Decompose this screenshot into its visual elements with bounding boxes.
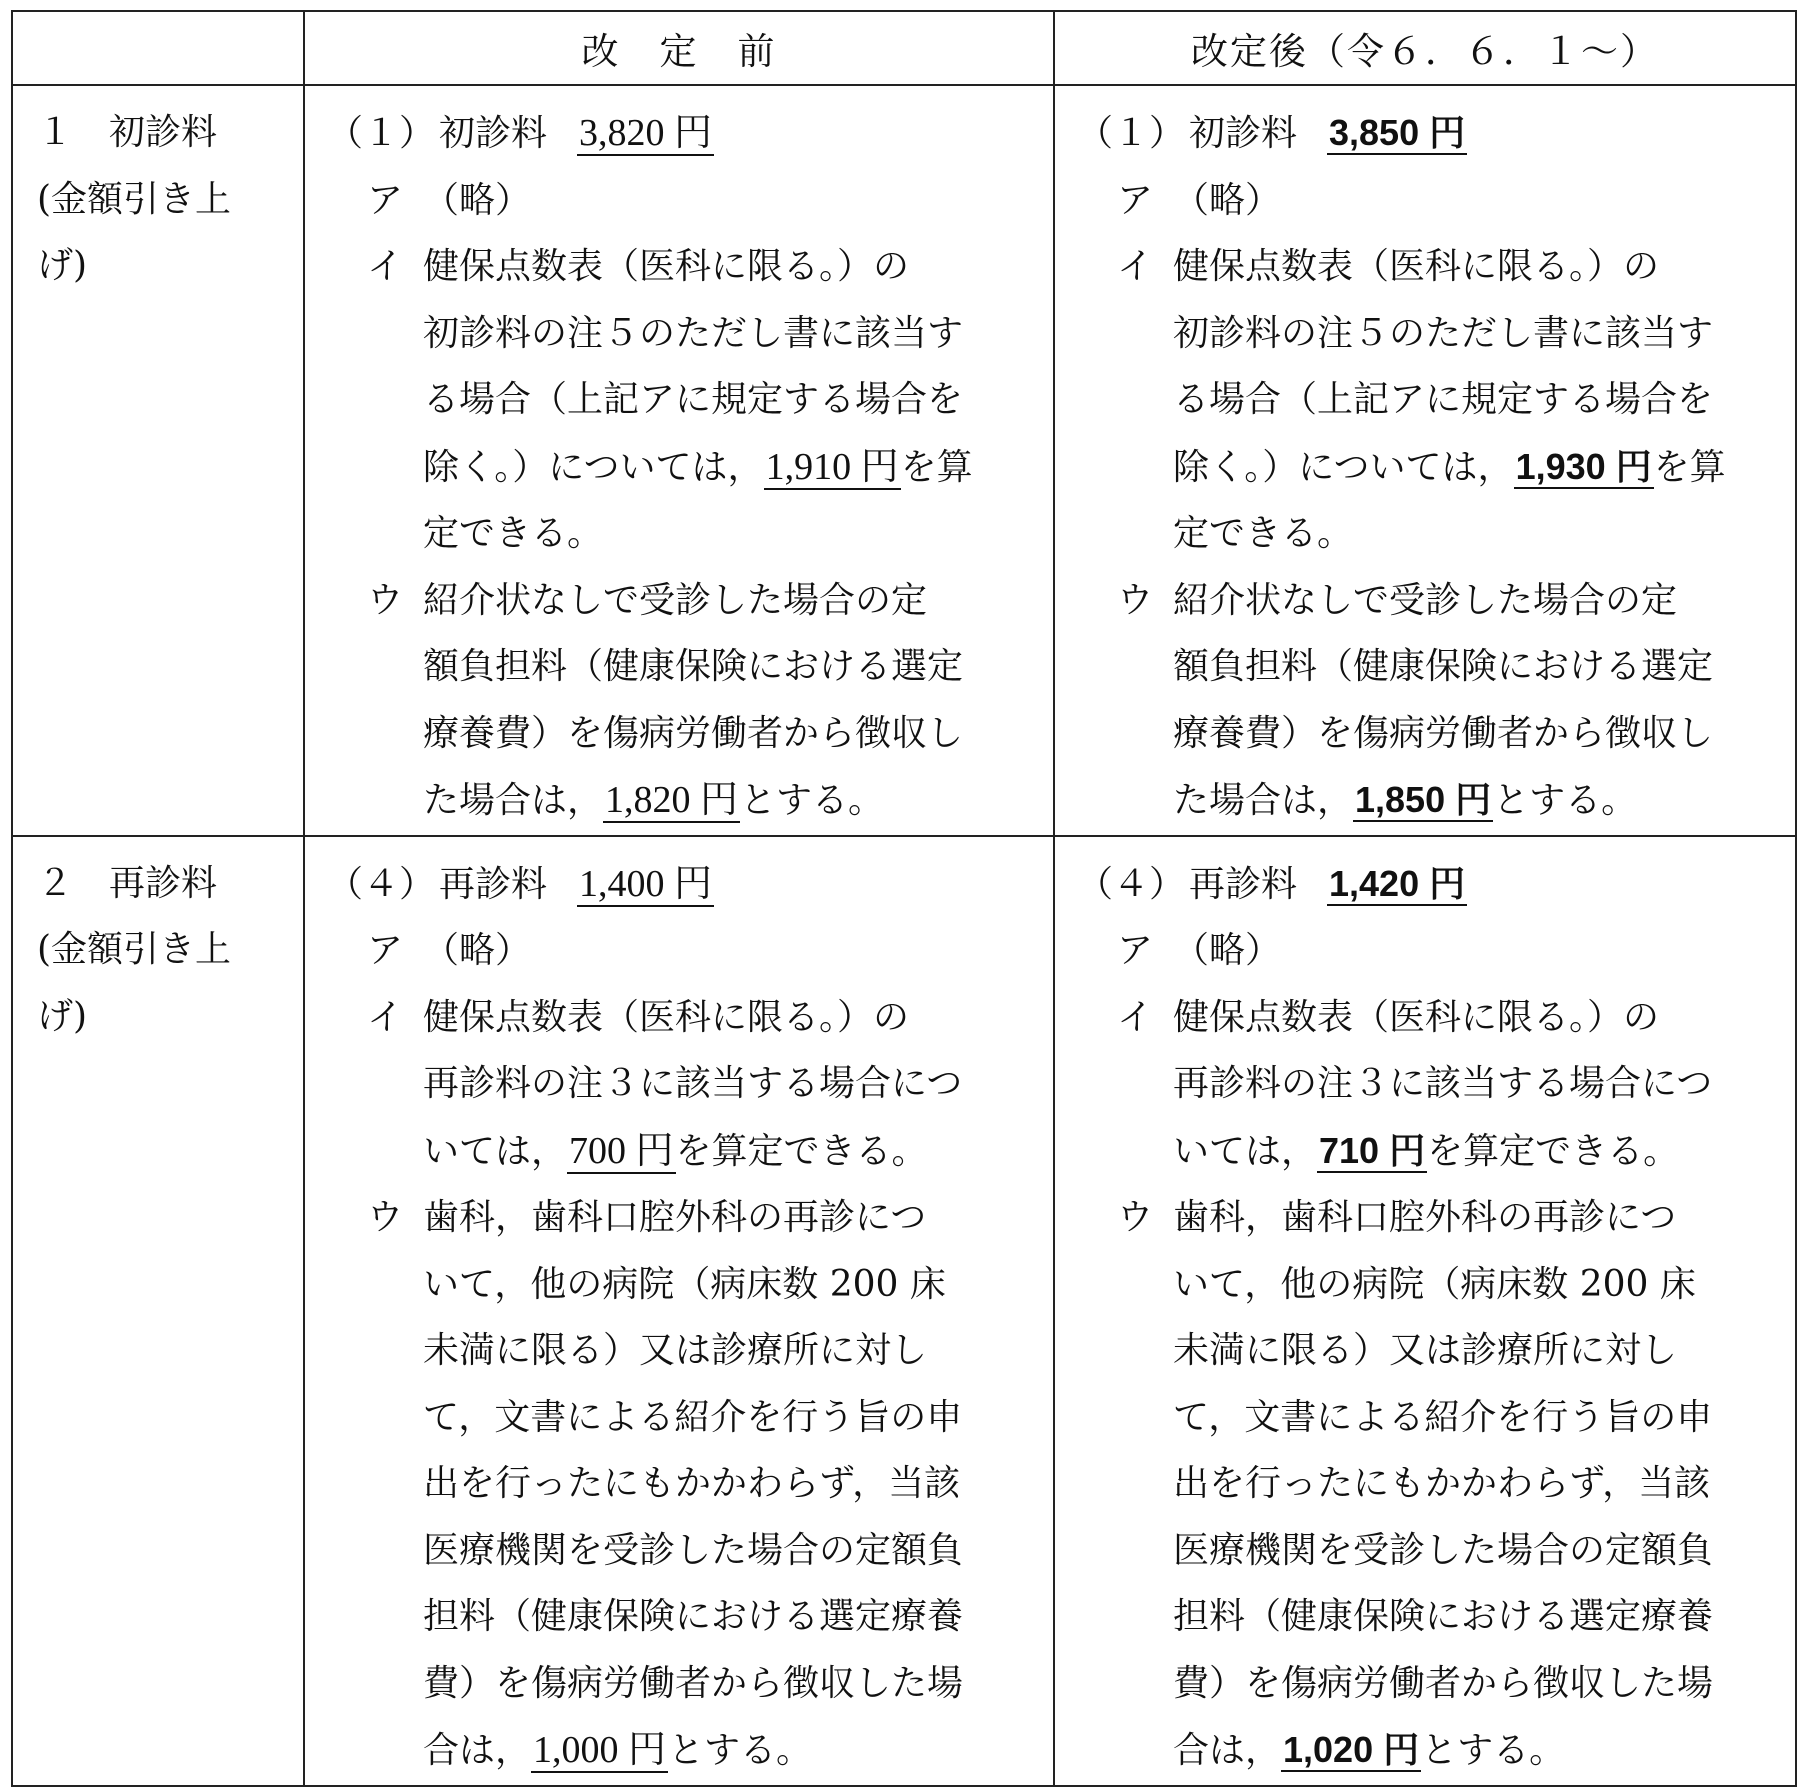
sub-marker: ウ (1117, 579, 1154, 621)
sub-text: 除く。）については， (423, 446, 764, 488)
sub-text: を算 (900, 446, 973, 488)
before-cell (304, 85, 1054, 836)
fee-amount: 700 円 (569, 1129, 674, 1172)
sub-text: る場合（上記アに規定する場合を (423, 379, 964, 420)
sub-text: （略） (423, 179, 532, 221)
revision-comparison-table (11, 10, 1797, 1787)
sub-marker: ア (367, 179, 404, 221)
item-note: (金額引き上 (37, 178, 232, 220)
sub-text: 医療機関を受診した場合の定額負 (1173, 1529, 1714, 1571)
sub-text: 額負担料（健康保険における選定 (423, 646, 964, 687)
sub-text: 歯科，歯科口腔外科の再診につ (423, 1197, 927, 1238)
sub-text: 紹介状なしで受診した場合の定 (423, 579, 928, 621)
paragraph-title: 初診料 (439, 113, 548, 154)
item-cell (12, 836, 304, 1786)
sub-text: 歯科，歯科口腔外科の再診につ (1173, 1197, 1677, 1238)
sub-text: とする。 (1493, 780, 1638, 821)
after-cell (1054, 85, 1796, 836)
sub-text: とする。 (740, 780, 885, 821)
item-note: (金額引き上 (37, 929, 232, 970)
sub-text: 健保点数表（医科に限る。）の (1173, 246, 1660, 287)
fee-amount: 1,000 円 (533, 1729, 667, 1771)
paragraph-title: 再診料 (439, 863, 548, 905)
sub-text: る場合（上記アに規定する場合を (1173, 379, 1714, 420)
sub-text: 未満に限る）又は診療所に対し (423, 1330, 928, 1371)
before-cell (304, 836, 1054, 1786)
sub-text: いて，他の病院（病床数 200 床 (1173, 1263, 1696, 1305)
sub-text: とする。 (1421, 1730, 1566, 1771)
table-row (12, 85, 1796, 836)
sub-text: を算定できる。 (1427, 1130, 1680, 1172)
sub-marker: ウ (367, 1197, 404, 1238)
fee-amount: 1,850 円 (1355, 779, 1492, 820)
paragraph-number: （４） (1077, 863, 1186, 905)
paragraph-title: 再診料 (1189, 863, 1298, 905)
sub-marker: ウ (1117, 1197, 1154, 1238)
sub-text: 未満に限る）又は診療所に対し (1173, 1330, 1678, 1371)
paragraph-number: （４） (327, 863, 436, 905)
sub-text: 出を行ったにもかかわらず，当該 (1173, 1463, 1711, 1504)
sub-text: 出を行ったにもかかわらず，当該 (423, 1463, 961, 1504)
item-cell (12, 85, 304, 836)
sub-text: 費）を傷病労働者から徴収した場 (423, 1662, 964, 1704)
paragraph-number: （１） (327, 113, 436, 154)
fee-amount: 1,420 円 (1329, 862, 1466, 904)
sub-text: 額負担料（健康保険における選定 (1173, 646, 1714, 687)
item-title: 再診料 (109, 862, 218, 904)
sub-text: 健保点数表（医科に限る。）の (423, 996, 910, 1038)
sub-text: 除く。）については， (1173, 446, 1514, 488)
sub-text: を算 (1653, 446, 1726, 488)
sub-text: 定できる。 (423, 513, 604, 554)
sub-text: （略） (1173, 930, 1282, 971)
sub-text: 初診料の注５のただし書に該当す (1173, 312, 1714, 354)
sub-text: 定できる。 (1173, 513, 1354, 554)
sub-marker: ア (1117, 179, 1154, 221)
sub-text: いて，他の病院（病床数 200 床 (423, 1263, 946, 1305)
sub-text: て，文書による紹介を行う旨の申 (1173, 1396, 1713, 1438)
paragraph-number: （１） (1077, 113, 1186, 154)
sub-marker: イ (367, 996, 404, 1038)
sub-text: た場合は， (423, 780, 604, 821)
item-title: 初診料 (109, 112, 218, 153)
header-after: 改定後（令６．６．１～） (1054, 11, 1796, 85)
table-header-row (12, 11, 1796, 85)
item-note: げ) (37, 245, 88, 286)
sub-text: （略） (423, 930, 532, 971)
sub-text: （略） (1173, 179, 1282, 221)
sub-text: 合は， (1173, 1730, 1282, 1771)
sub-text: 療養費）を傷病労働者から徴収し (423, 712, 964, 754)
sub-text: 初診料の注５のただし書に該当す (423, 312, 964, 354)
sub-text: 担料（健康保険における選定療養 (423, 1596, 964, 1637)
sub-marker: ア (1117, 930, 1154, 971)
fee-amount: 1,400 円 (579, 862, 713, 905)
fee-amount: 3,820 円 (579, 112, 713, 154)
paragraph-title: 初診料 (1189, 113, 1298, 154)
sub-marker: イ (1117, 246, 1154, 287)
sub-text: 健保点数表（医科に限る。）の (1173, 996, 1660, 1038)
sub-text: 医療機関を受診した場合の定額負 (423, 1529, 964, 1571)
sub-marker: イ (367, 246, 404, 287)
sub-marker: ウ (367, 579, 404, 621)
table-row (12, 836, 1796, 1786)
sub-text: とする。 (668, 1730, 813, 1771)
sub-text: を算定できる。 (675, 1130, 928, 1172)
item-number: ２ (37, 862, 74, 904)
sub-text: た場合は， (1173, 780, 1354, 821)
sub-text: 再診料の注３に該当する場合につ (1173, 1063, 1713, 1104)
fee-amount: 1,020 円 (1283, 1729, 1420, 1770)
fee-amount: 3,850 円 (1329, 112, 1466, 153)
sub-marker: イ (1117, 996, 1154, 1038)
fee-amount: 1,930 円 (1515, 445, 1652, 487)
sub-text: 健保点数表（医科に限る。）の (423, 246, 910, 287)
sub-marker: ア (367, 930, 404, 971)
item-number: １ (37, 112, 74, 153)
sub-text: て，文書による紹介を行う旨の申 (423, 1396, 963, 1438)
fee-amount: 1,910 円 (765, 445, 899, 488)
header-before: 改 定 前 (304, 11, 1054, 85)
sub-text: いては， (423, 1130, 568, 1172)
sub-text: 療養費）を傷病労働者から徴収し (1173, 712, 1714, 754)
header-item (12, 11, 304, 85)
fee-amount: 710 円 (1319, 1129, 1426, 1171)
sub-text: いては， (1173, 1130, 1318, 1172)
sub-text: 紹介状なしで受診した場合の定 (1173, 579, 1678, 621)
sub-text: 再診料の注３に該当する場合につ (423, 1063, 963, 1104)
fee-amount: 1,820 円 (605, 779, 739, 821)
sub-text: 合は， (423, 1730, 532, 1771)
item-note: げ) (37, 995, 88, 1037)
sub-text: 費）を傷病労働者から徴収した場 (1173, 1662, 1714, 1704)
after-cell (1054, 836, 1796, 1786)
sub-text: 担料（健康保険における選定療養 (1173, 1596, 1714, 1637)
